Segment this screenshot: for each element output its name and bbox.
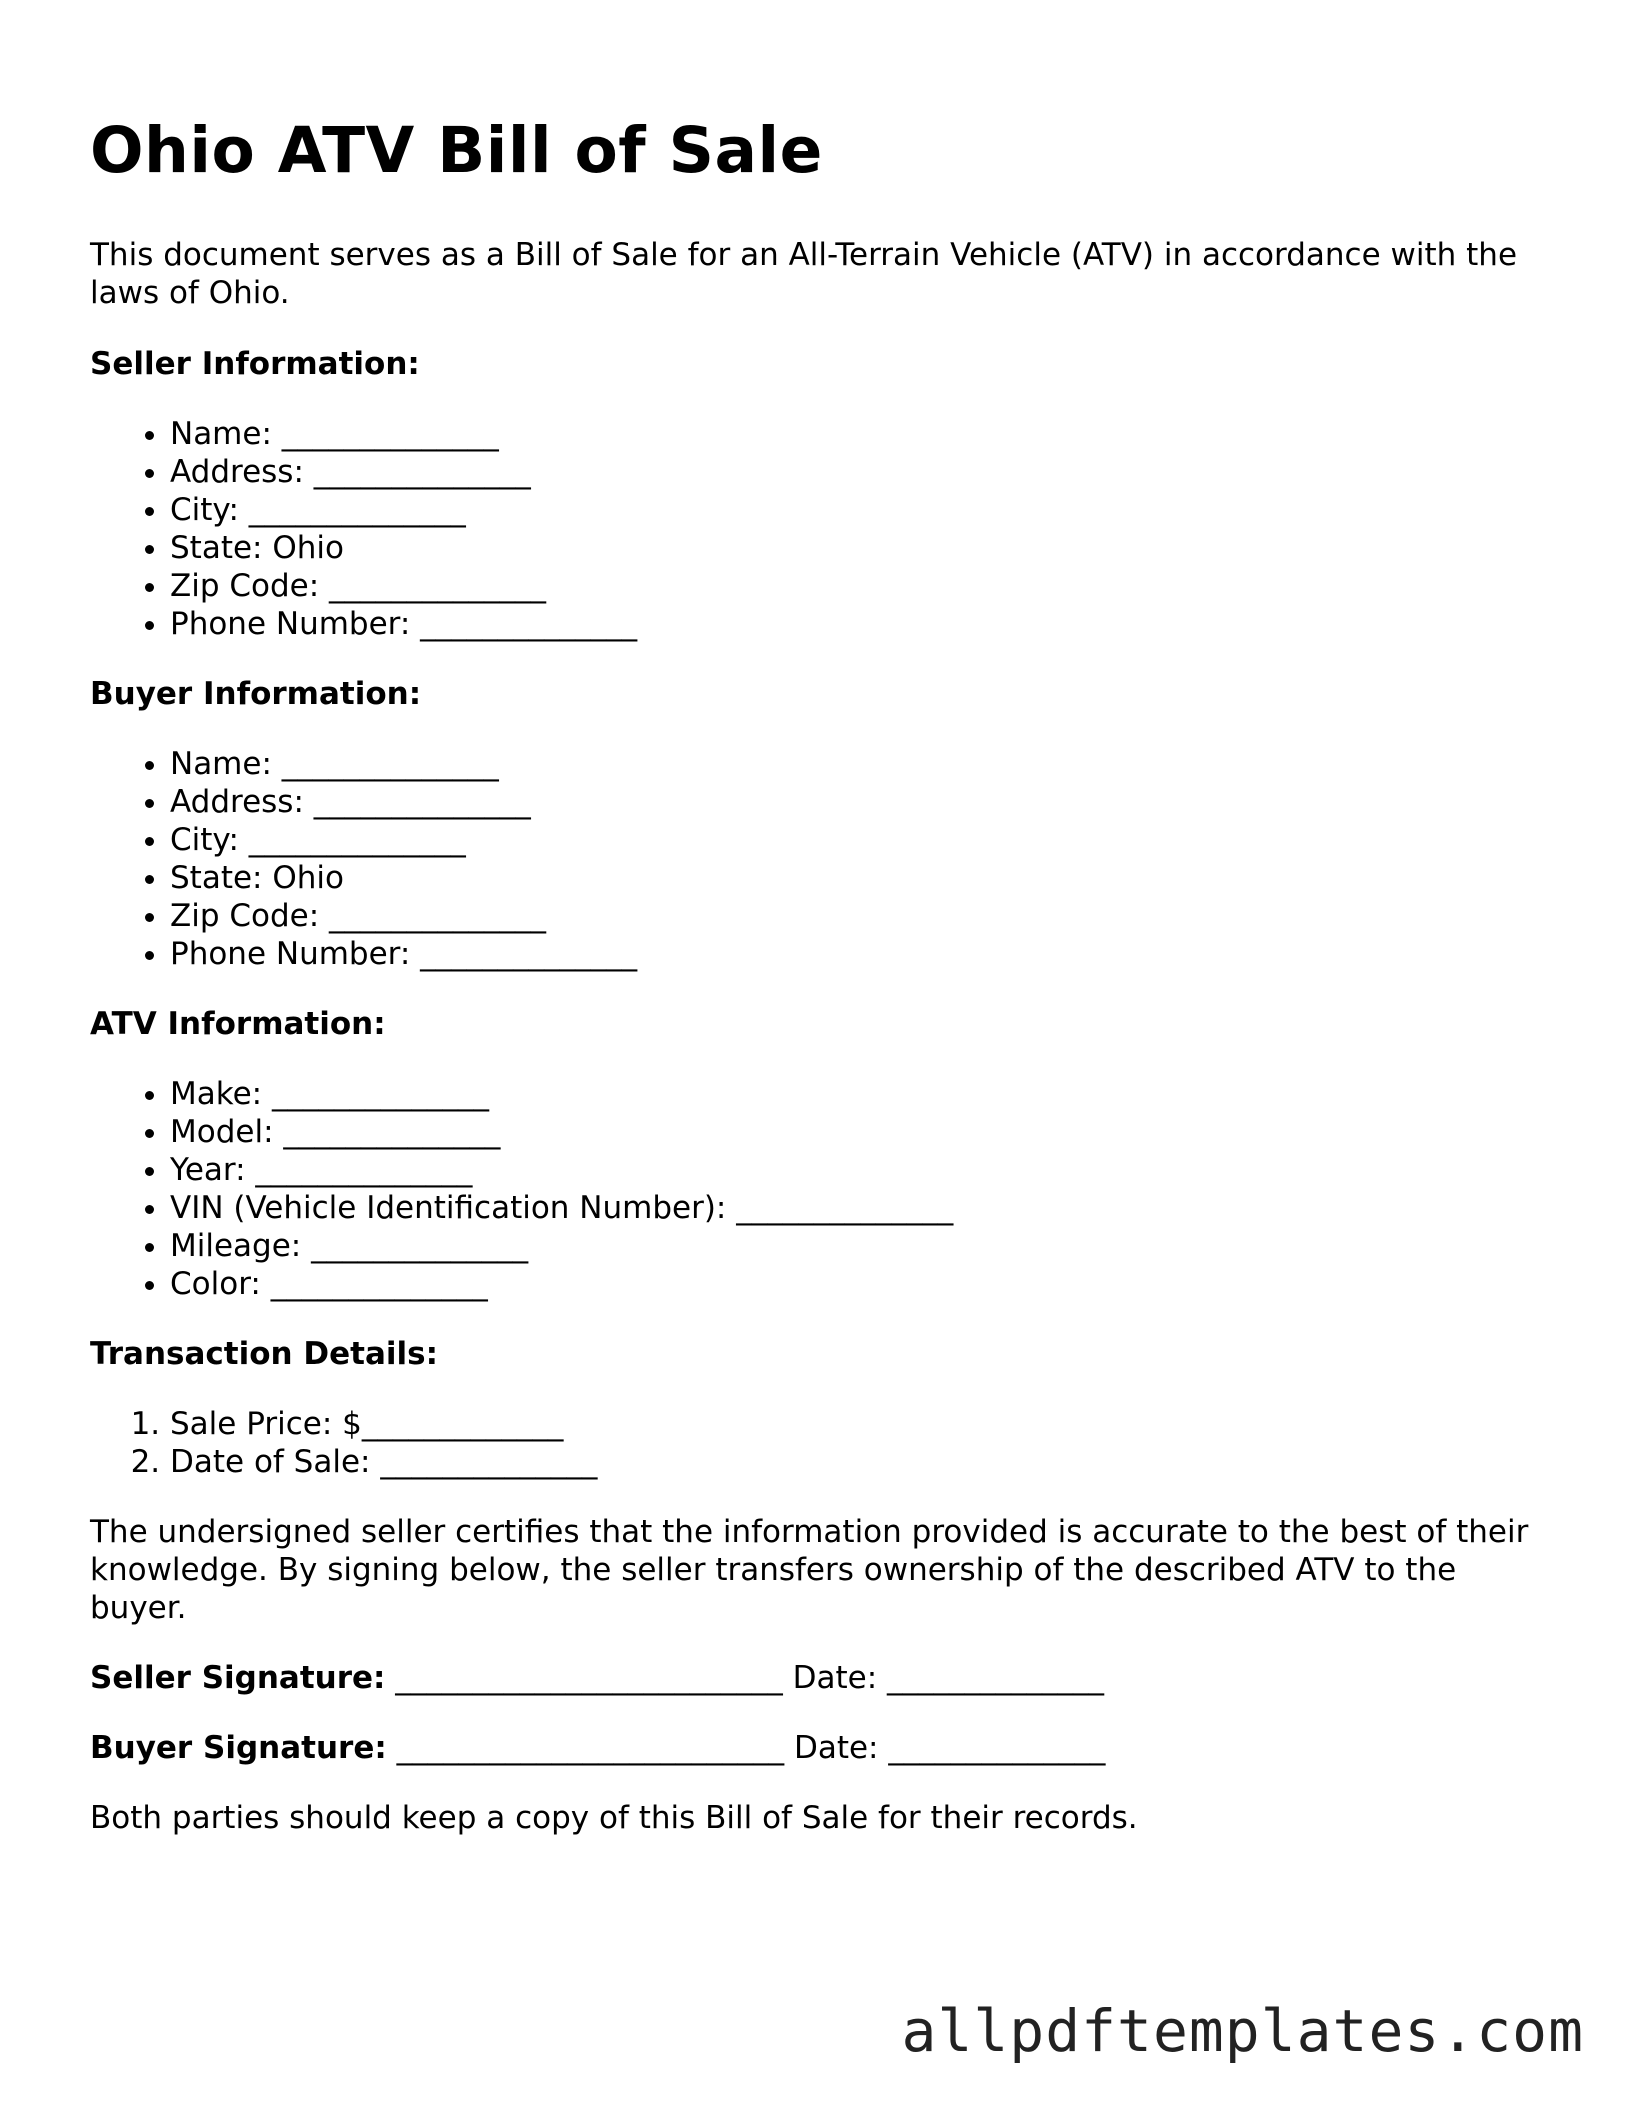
buyer-phone-field: • Phone Number: ______________ [170, 935, 1550, 973]
seller-name-field: • Name: ______________ [170, 415, 1550, 453]
buyer-city-field: • City: ______________ [170, 821, 1550, 859]
seller-info-list [90, 415, 1550, 643]
seller-signature-label: Seller Signature: [90, 1660, 386, 1696]
transaction-details-heading: Transaction Details: [90, 1336, 438, 1372]
document-page [90, 112, 1550, 1837]
seller-phone-field: • Phone Number: ______________ [170, 605, 1550, 643]
seller-signature-line [90, 1659, 1550, 1697]
atv-mileage-field: • Mileage: ______________ [170, 1227, 1550, 1265]
site-watermark: allpdftemplates.com [901, 1997, 1584, 2065]
seller-zip-field: • Zip Code: ______________ [170, 567, 1550, 605]
transaction-details-list [90, 1405, 1550, 1481]
buyer-signature-label: Buyer Signature: [90, 1730, 387, 1766]
date-of-sale-field: 2. Date of Sale: ______________ [170, 1443, 1550, 1481]
atv-info-list [90, 1075, 1550, 1303]
seller-signature-blanks: _________________________ Date: ______________ [385, 1660, 1105, 1696]
atv-make-field: • Make: ______________ [170, 1075, 1550, 1113]
buyer-state-field: • State: Ohio [170, 859, 1550, 897]
seller-info-heading: Seller Information: [90, 346, 420, 382]
atv-color-field: • Color: ______________ [170, 1265, 1550, 1303]
buyer-signature-line [90, 1729, 1550, 1767]
buyer-address-field: • Address: ______________ [170, 783, 1550, 821]
buyer-name-field: • Name: ______________ [170, 745, 1550, 783]
seller-address-field: • Address: ______________ [170, 453, 1550, 491]
document-title: Ohio ATV Bill of Sale [90, 114, 823, 187]
seller-city-field: • City: ______________ [170, 491, 1550, 529]
seller-state-field: • State: Ohio [170, 529, 1550, 567]
buyer-zip-field: • Zip Code: ______________ [170, 897, 1550, 935]
records-note: Both parties should keep a copy of this Bill of Sale for their records. [90, 1800, 1138, 1836]
atv-model-field: • Model: ______________ [170, 1113, 1550, 1151]
buyer-signature-blanks: _________________________ Date: ______________ [386, 1730, 1106, 1766]
intro-paragraph: This document serves as a Bill of Sale for an All-Terrain Vehicle (ATV) in accordance with the laws of Ohio. [90, 237, 1518, 311]
buyer-info-heading: Buyer Information: [90, 676, 422, 712]
certification-paragraph: The undersigned seller certifies that the information provided is accurate to the best of their knowledge. By signing below, the seller transfers ownership of the described ATV to the buyer. [90, 1514, 1529, 1626]
atv-year-field: • Year: ______________ [170, 1151, 1550, 1189]
buyer-info-list [90, 745, 1550, 973]
atv-info-heading: ATV Information: [90, 1006, 386, 1042]
sale-price-field: 1. Sale Price: $_____________ [170, 1405, 1550, 1443]
atv-vin-field: • VIN (Vehicle Identification Number): ______________ [170, 1189, 1550, 1227]
